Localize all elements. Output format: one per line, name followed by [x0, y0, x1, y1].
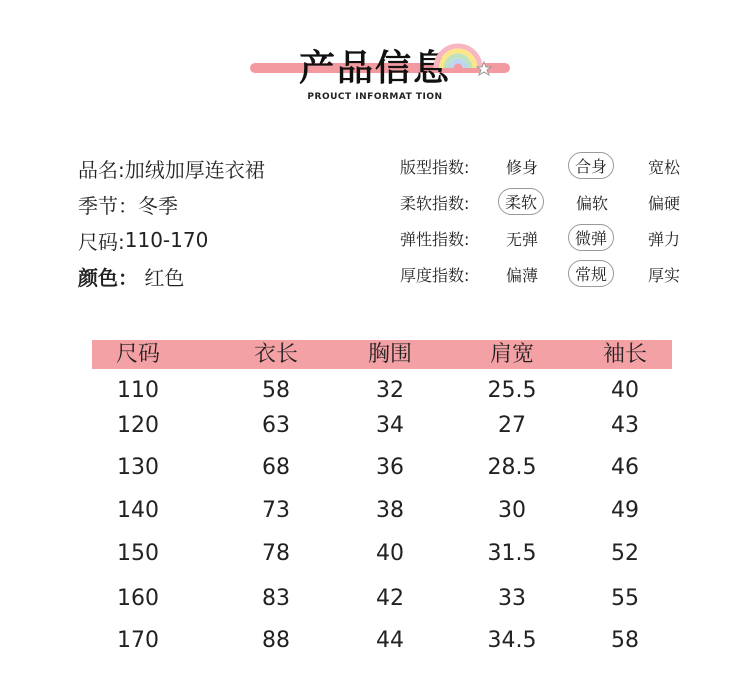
table-cell: 88 [262, 628, 290, 653]
table-cell: 44 [376, 628, 404, 653]
info-row-size [78, 222, 265, 258]
table-cell: 34 [376, 413, 404, 438]
info-value: 110-170 [124, 228, 209, 252]
index-option: 厚实 [648, 266, 681, 285]
table-cell: 160 [117, 586, 159, 611]
table-cell: 55 [611, 586, 639, 611]
index-option-selected: 柔软 [498, 188, 544, 215]
index-row-elasticity [400, 219, 700, 255]
index-row-softness [400, 183, 700, 219]
table-cell: 83 [262, 586, 290, 611]
info-row-name [78, 150, 265, 186]
index-name: 版型指数: [400, 158, 470, 177]
index-option-selected: 合身 [568, 152, 614, 179]
table-cell: 120 [117, 413, 159, 438]
table-header-cell: 肩宽 [489, 342, 534, 367]
table-cell: 33 [498, 586, 526, 611]
table-cell: 30 [498, 498, 526, 523]
table-cell: 52 [611, 541, 639, 566]
index-row-thickness [400, 255, 700, 291]
table-cell: 46 [611, 455, 639, 480]
info-value: 加绒加厚连衣裙 [124, 157, 265, 182]
index-option: 偏硬 [648, 194, 681, 213]
rainbow-icon [428, 38, 498, 78]
info-label: 颜色： [78, 265, 138, 290]
page-title: 产品信息 [298, 48, 451, 89]
table-cell: 150 [117, 541, 159, 566]
info-label: 尺码: [78, 229, 125, 254]
table-cell: 36 [376, 455, 404, 480]
table-cell: 25.5 [487, 378, 537, 403]
table-cell: 31.5 [487, 541, 537, 566]
product-info [78, 150, 265, 294]
info-row-color [78, 258, 265, 294]
table-cell: 140 [117, 498, 159, 523]
index-name: 厚度指数: [400, 266, 470, 285]
table-cell: 34.5 [487, 628, 537, 653]
page-header [0, 30, 750, 110]
table-cell: 42 [376, 586, 404, 611]
index-name: 柔软指数: [400, 194, 470, 213]
index-option: 修身 [506, 158, 539, 177]
index-option: 无弹 [506, 230, 539, 249]
page-subtitle: PROUCT INFORMAT TION [307, 92, 443, 102]
info-value: 冬季 [138, 193, 178, 218]
index-option: 弹力 [648, 230, 681, 249]
table-cell: 43 [611, 413, 639, 438]
table-cell: 28.5 [487, 455, 537, 480]
table-cell: 38 [376, 498, 404, 523]
table-cell: 58 [262, 378, 290, 403]
index-row-fit [400, 147, 700, 183]
table-header-cell: 衣长 [253, 342, 298, 367]
table-header-cell: 胸围 [367, 342, 412, 367]
table-cell: 73 [262, 498, 290, 523]
info-label: 季节： [78, 193, 138, 218]
info-label: 品名: [78, 157, 125, 182]
table-cell: 32 [376, 378, 404, 403]
table-cell: 78 [262, 541, 290, 566]
info-row-season [78, 186, 265, 222]
info-value: 红色 [138, 265, 185, 290]
table-cell: 40 [611, 378, 639, 403]
table-cell: 49 [611, 498, 639, 523]
table-cell: 170 [117, 628, 159, 653]
table-header-cell: 袖长 [602, 342, 647, 367]
table-cell: 27 [498, 413, 526, 438]
table-cell: 40 [376, 541, 404, 566]
table-cell: 68 [262, 455, 290, 480]
table-header-cell: 尺码 [115, 342, 160, 367]
index-option-selected: 微弹 [568, 224, 614, 251]
table-cell: 58 [611, 628, 639, 653]
table-cell: 110 [117, 378, 159, 403]
index-option: 偏薄 [506, 266, 539, 285]
table-cell: 130 [117, 455, 159, 480]
index-option: 偏软 [576, 194, 609, 213]
table-cell: 63 [262, 413, 290, 438]
index-option-selected: 常规 [568, 260, 614, 287]
product-indices [400, 147, 700, 291]
index-option: 宽松 [648, 158, 681, 177]
index-name: 弹性指数: [400, 230, 470, 249]
